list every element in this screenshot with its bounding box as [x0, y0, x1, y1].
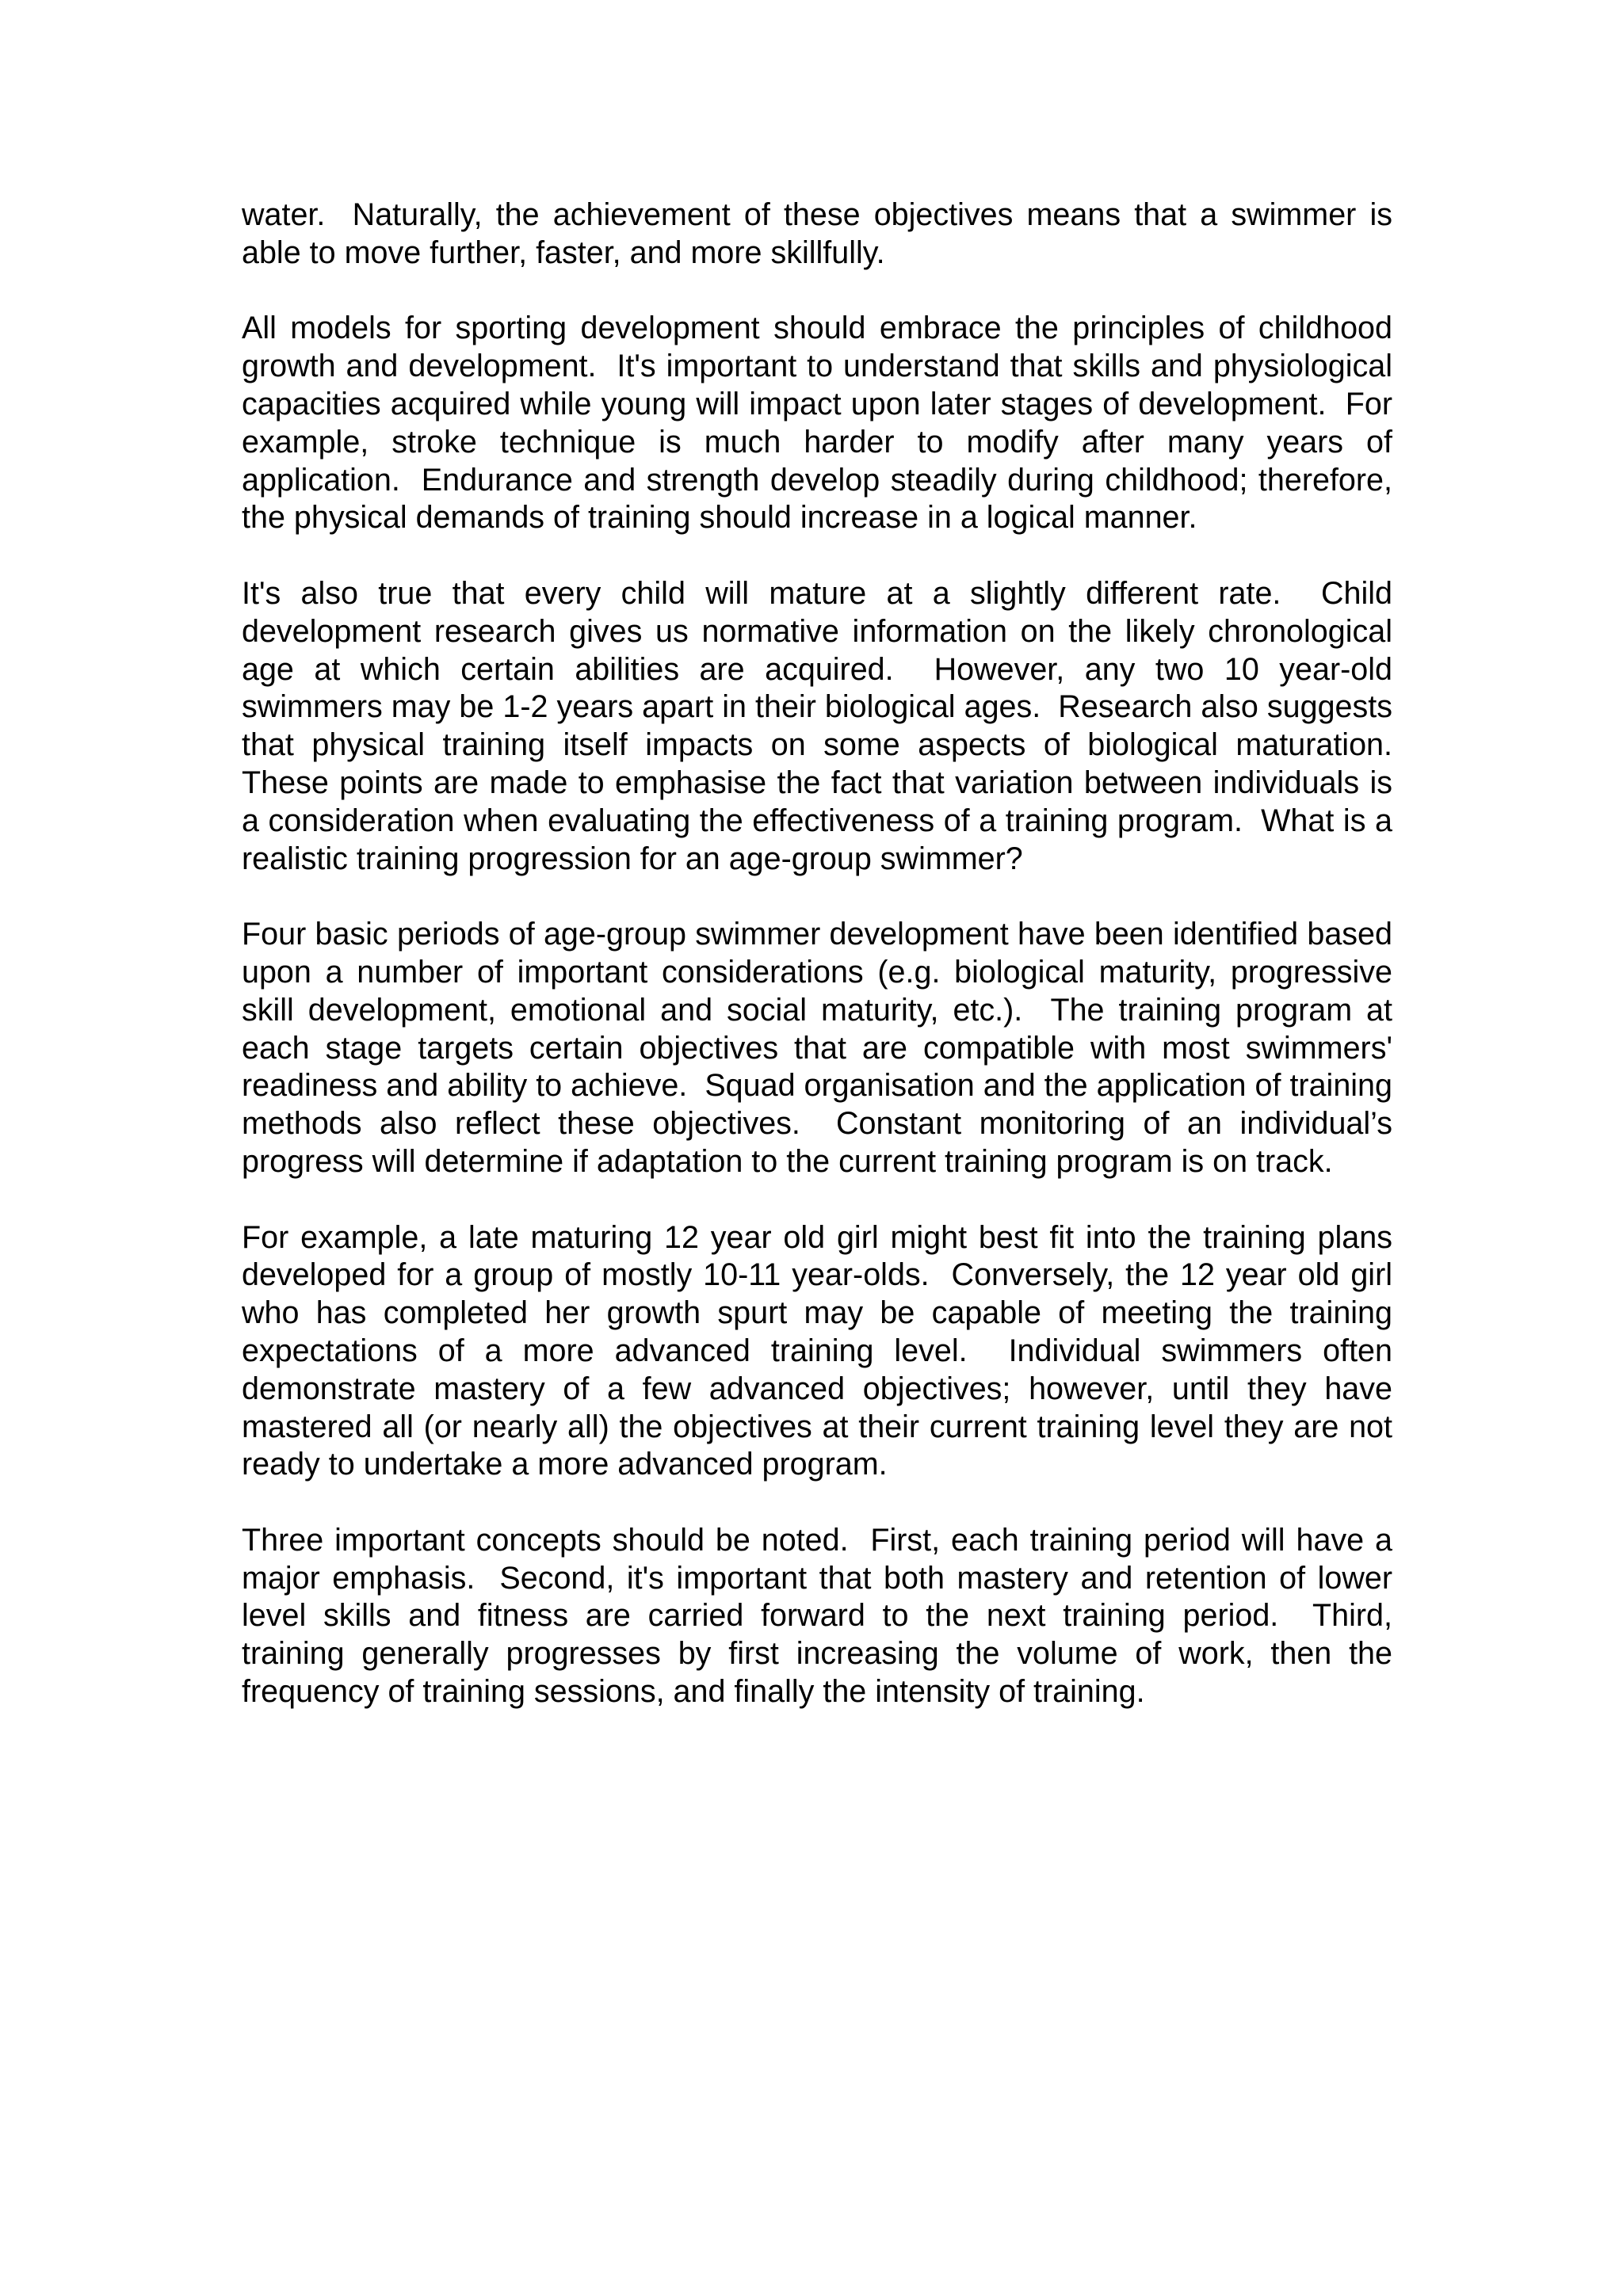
paragraph-4: Four basic periods of age-group swimmer development have been identified based upon a number of important considerations (e.g. biological maturity, progressive skill development, emotional and social maturity, etc.). The training program at each stage targets certain objectives that are compatible with most swimmers' readiness and ability to achieve. Squad organisation and the application of training methods also reflect these objectives. Constant monitoring of an individual’s progress will determine if adaptation to the current training program is on track.	[242, 917, 1401, 1179]
paragraph-6: Three important concepts should be noted. First, each training period will have a major emphasis. Second, it's important that both mastery and retention of lower level skills and fitness are carried forward to the next training period. Third, training generally progresses by first increasing the volume of work, then the frequency of training sessions, and finally the intensity of training.	[242, 1522, 1401, 1710]
paragraph-2: All models for sporting development should embrace the principles of childhood growth and development. It's important to understand that skills and physiological capacities acquired while young will impact upon later stages of development. For example, stroke technique is much harder to modify after many years of application. Endurance and strength develop steadily during childhood; therefore, the physical demands of training should increase in a logical manner.	[242, 311, 1401, 536]
paragraph-1: water. Naturally, the achievement of these objectives means that a swimmer is able to move further, faster, and more skillfully.	[242, 197, 1401, 270]
paragraph-5: For example, a late maturing 12 year old girl might best fit into the training plans developed for a group of mostly 10-11 year-olds. Conversely, the 12 year old girl who has completed her growth spurt may be capable of meeting the training expectations of a more advanced training level. Individual swimmers often demonstrate mastery of a few advanced objectives; however, until they have mastered all (or nearly all) the objectives at their current training level they are not ready to undertake a more advanced program.	[242, 1219, 1401, 1482]
document-body	[242, 196, 1410, 1711]
paragraph-3: It's also true that every child will mature at a slightly different rate. Child development research gives us normative information on the likely chronological age at which certain abilities are acquired. However, any two 10 year-old swimmers may be 1-2 years apart in their biological ages. Research also suggests that physical training itself impacts on some aspects of biological maturation. These points are made to emphasise the fact that variation between individuals is a consideration when evaluating the effectiveness of a training program. What is a realistic training progression for an age-group swimmer?	[242, 575, 1410, 876]
